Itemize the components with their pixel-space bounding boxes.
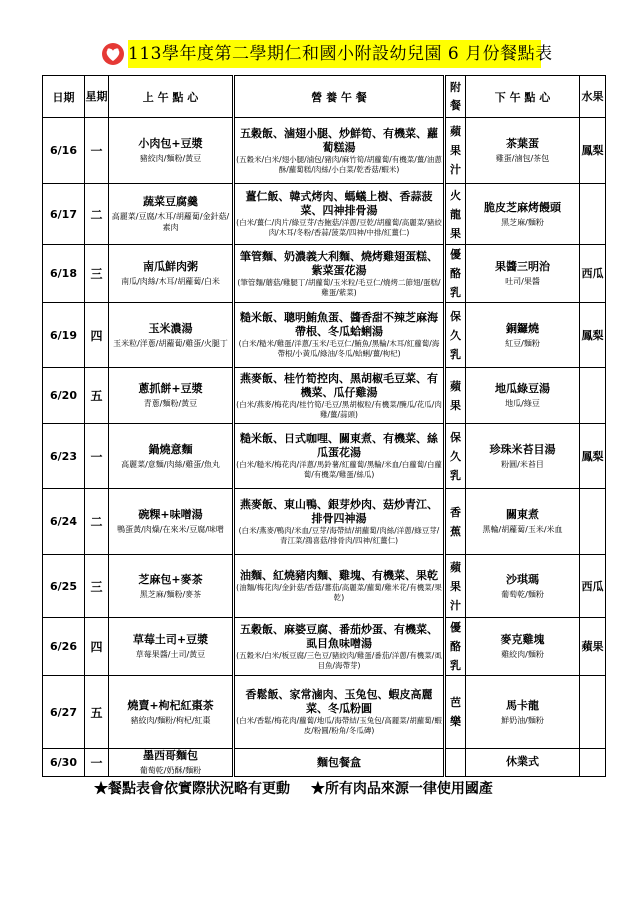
row-am-snack bbox=[109, 424, 234, 489]
row-pm-snack bbox=[466, 749, 580, 777]
row-date: 6/16 bbox=[43, 118, 85, 184]
row-am-snack bbox=[109, 676, 234, 749]
row-fruit bbox=[580, 676, 606, 749]
row-pm-snack bbox=[466, 424, 580, 489]
header-lunch: 營 養 午 餐 bbox=[234, 76, 445, 118]
row-am-snack bbox=[109, 618, 234, 676]
row-drink: 芭樂 bbox=[445, 676, 466, 749]
lunch-title: 糙米飯、聰明鮪魚蛋、醬香甜不辣芝麻海帶根、冬瓜蛤蜊湯 bbox=[240, 311, 438, 338]
row-weekday: 四 bbox=[85, 618, 109, 676]
row-date: 6/25 bbox=[43, 555, 85, 618]
row-date: 6/23 bbox=[43, 424, 85, 489]
row-lunch bbox=[234, 424, 445, 489]
menu-row bbox=[43, 618, 606, 676]
row-fruit bbox=[580, 489, 606, 555]
menu-row bbox=[43, 184, 606, 245]
pm-snack-ingredients: 粉圓/米苔目 bbox=[501, 459, 544, 469]
row-am-snack bbox=[109, 555, 234, 618]
row-drink: 蘋果 bbox=[445, 368, 466, 424]
pm-snack-title: 馬卡龍 bbox=[506, 698, 539, 712]
header-date: 日期 bbox=[43, 76, 85, 118]
row-weekday: 五 bbox=[85, 368, 109, 424]
row-am-snack bbox=[109, 489, 234, 555]
row-weekday: 三 bbox=[85, 245, 109, 303]
footer-note-2: ★所有肉品來源一律使用國產 bbox=[310, 781, 493, 797]
header-fruit: 水果 bbox=[580, 76, 606, 118]
row-weekday: 一 bbox=[85, 118, 109, 184]
menu-row bbox=[43, 368, 606, 424]
row-am-snack bbox=[109, 118, 234, 184]
row-weekday: 三 bbox=[85, 555, 109, 618]
lunch-ingredients: (白米/燕麥/鴨肉/米血/豆芽/海帶結/胡蘿蔔/肉絲/洋蔥/綠豆芽/青江菜/鴻喜菇/排骨肉/四神/紅薑仁) bbox=[238, 525, 440, 545]
lunch-title: 五穀飯、麻婆豆腐、番茄炒蛋、有機菜、虱目魚味噌湯 bbox=[240, 622, 438, 650]
row-fruit: 鳳梨 bbox=[580, 118, 606, 184]
row-fruit bbox=[580, 368, 606, 424]
pm-snack-title: 沙琪瑪 bbox=[506, 572, 539, 586]
page-title: 113學年度第二學期仁和國小附設幼兒園 6 月份餐點表 bbox=[128, 40, 541, 68]
row-fruit bbox=[580, 749, 606, 777]
row-date: 6/27 bbox=[43, 676, 85, 749]
row-drink: 火龍果 bbox=[445, 184, 466, 245]
lunch-ingredients: (五穀米/白米/翅小腿/滷包/豬肉/麻竹筍/胡蘿蔔/有機菜/薑/油蔥酥/蘿蔔糕/肉絲/小白菜/乾香菇/蝦米) bbox=[236, 154, 442, 174]
row-drink: 蘋果汁 bbox=[445, 118, 466, 184]
row-lunch bbox=[234, 618, 445, 676]
row-fruit: 西瓜 bbox=[580, 245, 606, 303]
lunch-title: 燕麥飯、東山鴨、銀芽炒肉、菇炒青江、排骨四神湯 bbox=[240, 497, 438, 525]
meal-table bbox=[42, 75, 606, 777]
row-drink: 保久乳 bbox=[445, 303, 466, 368]
row-am-snack bbox=[109, 368, 234, 424]
row-am-snack bbox=[109, 245, 234, 303]
row-weekday: 一 bbox=[85, 749, 109, 777]
row-fruit: 鳳梨 bbox=[580, 424, 606, 489]
am-snack-title: 南瓜鮮肉粥 bbox=[143, 260, 198, 273]
am-snack-ingredients: 草莓果醬/土司/黃豆 bbox=[135, 650, 206, 659]
pm-snack-title: 茶葉蛋 bbox=[506, 137, 539, 150]
row-pm-snack bbox=[466, 245, 580, 303]
lunch-ingredients: (白米/薑仁/肉片/綠豆芽/杏鮑菇/洋蔥/豆乾/胡蘿蔔/高麗菜/豬絞肉/木耳/冬粉/香蒜/菠菜/四神/中排/紅薑仁) bbox=[236, 218, 442, 237]
row-am-snack bbox=[109, 749, 234, 777]
row-weekday: 五 bbox=[85, 676, 109, 749]
pm-snack-ingredients: 葡萄乾/麵粉 bbox=[501, 589, 544, 599]
lunch-title: 糙米飯、日式咖哩、關東煮、有機菜、絲瓜蛋花湯 bbox=[240, 432, 438, 459]
row-weekday: 二 bbox=[85, 489, 109, 555]
row-am-snack bbox=[109, 303, 234, 368]
row-date: 6/17 bbox=[43, 184, 85, 245]
pm-snack-ingredients: 黑芝麻/麵粉 bbox=[501, 217, 544, 227]
am-snack-title: 蔥抓餅+豆漿 bbox=[138, 382, 203, 395]
row-lunch bbox=[234, 555, 445, 618]
row-lunch bbox=[234, 118, 445, 184]
lunch-ingredients: (白米/燕麥/梅花肉/桂竹筍/毛豆/黑胡椒粒/有機菜/醃瓜/花瓜/肉雞/薑/蒜頭) bbox=[236, 399, 442, 419]
menu-row bbox=[43, 749, 606, 777]
pm-snack-ingredients: 地瓜/綠豆 bbox=[505, 399, 540, 408]
am-snack-ingredients: 葡萄乾/奶酥/麵粉 bbox=[139, 766, 202, 775]
row-fruit: 西瓜 bbox=[580, 555, 606, 618]
am-snack-title: 墨西哥麵包 bbox=[143, 749, 198, 762]
row-lunch bbox=[234, 749, 445, 777]
row-pm-snack bbox=[466, 618, 580, 676]
footer-note-1: ★餐點表會依實際狀況略有更動 bbox=[94, 781, 290, 797]
row-pm-snack bbox=[466, 303, 580, 368]
row-drink bbox=[445, 749, 466, 777]
row-pm-snack bbox=[466, 118, 580, 184]
am-snack-ingredients: 南瓜/肉絲/木耳/胡蘿蔔/白米 bbox=[121, 277, 220, 286]
lunch-title: 香鬆飯、家常滷肉、玉兔包、蝦皮高麗菜、冬瓜粉圓 bbox=[245, 688, 433, 715]
lunch-ingredients: (五穀米/白米/板豆腐/三色豆/豬絞肉/雞蛋/番茄/洋蔥/有機菜/虱目魚/海帶芽) bbox=[236, 650, 442, 670]
header-am-snack: 上 午 點 心 bbox=[109, 76, 234, 118]
lunch-title: 五穀飯、滷翅小腿、炒鮮筍、有機菜、蘿蔔糕湯 bbox=[240, 126, 438, 154]
row-fruit bbox=[580, 184, 606, 245]
am-snack-title: 鍋燒意麵 bbox=[148, 442, 193, 456]
lunch-ingredients: (白米/糙米/雞蛋/洋蔥/玉米/毛豆仁/鮪魚/黑輪/木耳/紅蘿蔔/海帶根/小黃瓜/綠油/冬瓜/蛤蜊/薑/枸杞) bbox=[238, 339, 440, 358]
footer-notes bbox=[94, 778, 509, 798]
menu-row bbox=[43, 424, 606, 489]
pm-snack-title: 銅鑼燒 bbox=[506, 321, 539, 335]
am-snack-title: 芝麻包+麥茶 bbox=[138, 572, 203, 586]
row-lunch bbox=[234, 489, 445, 555]
pm-snack-ingredients: 雞絞肉/麵粉 bbox=[501, 650, 544, 659]
am-snack-ingredients: 高麗菜/意麵/肉絲/雞蛋/魚丸 bbox=[121, 459, 220, 469]
row-pm-snack bbox=[466, 184, 580, 245]
row-pm-snack bbox=[466, 368, 580, 424]
pm-snack-ingredients: 吐司/果醬 bbox=[505, 277, 540, 286]
pm-snack-ingredients: 鮮奶油/麵粉 bbox=[501, 715, 544, 725]
menu-body bbox=[43, 118, 606, 777]
row-pm-snack bbox=[466, 676, 580, 749]
row-fruit: 蘋果 bbox=[580, 618, 606, 676]
am-snack-title: 燒賣+枸杞紅棗茶 bbox=[127, 698, 214, 712]
row-date: 6/24 bbox=[43, 489, 85, 555]
row-date: 6/20 bbox=[43, 368, 85, 424]
header-drink: 附餐 bbox=[445, 76, 466, 118]
pm-snack-ingredients: 黑輪/胡蘿蔔/玉米/米血 bbox=[482, 525, 563, 534]
row-lunch bbox=[234, 676, 445, 749]
row-lunch bbox=[234, 245, 445, 303]
am-snack-ingredients: 玉米粒/洋蔥/胡蘿蔔/雞蛋/火腿丁 bbox=[113, 338, 228, 348]
am-snack-title: 碗粿+味噌湯 bbox=[138, 508, 203, 521]
pm-snack-title: 關東煮 bbox=[506, 508, 539, 521]
row-weekday: 二 bbox=[85, 184, 109, 245]
pm-snack-title: 休業式 bbox=[506, 754, 539, 768]
am-snack-title: 蔬菜豆腐羹 bbox=[143, 195, 198, 208]
menu-row bbox=[43, 118, 606, 184]
school-logo bbox=[100, 42, 126, 68]
row-pm-snack bbox=[466, 489, 580, 555]
lunch-ingredients: (筆管麵/蘑菇/雞腿丁/胡蘿蔔/玉米粒/毛豆仁/燒烤二節翅/蛋糕/雞蛋/紫菜) bbox=[237, 277, 441, 297]
header-weekday: 星期 bbox=[85, 76, 109, 118]
header-pm-snack: 下 午 點 心 bbox=[466, 76, 580, 118]
row-date: 6/30 bbox=[43, 749, 85, 777]
lunch-title: 油麵、紅燒豬肉麵、雞塊、有機菜、果乾 bbox=[240, 569, 438, 582]
row-date: 6/26 bbox=[43, 618, 85, 676]
am-snack-ingredients: 黑芝麻/麵粉/麥茶 bbox=[139, 589, 202, 599]
menu-row bbox=[43, 489, 606, 555]
lunch-ingredients: (白米/糙米/梅花肉/洋蔥/馬鈴薯/紅蘿蔔/黑輪/米血/白蘿蔔/白蘿蔔/有機菜/雞蛋/絲瓜) bbox=[236, 460, 442, 479]
pm-snack-title: 地瓜綠豆湯 bbox=[495, 382, 550, 395]
row-drink: 優酪乳 bbox=[445, 245, 466, 303]
menu-row bbox=[43, 676, 606, 749]
row-pm-snack bbox=[466, 555, 580, 618]
am-snack-ingredients: 鴨蛋黃/肉燥/在來米/豆腐/味噌 bbox=[117, 525, 224, 534]
row-fruit: 鳳梨 bbox=[580, 303, 606, 368]
menu-row bbox=[43, 555, 606, 618]
row-am-snack bbox=[109, 184, 234, 245]
am-snack-title: 玉米濃湯 bbox=[148, 321, 193, 335]
am-snack-title: 草莓土司+豆漿 bbox=[132, 633, 209, 646]
menu-row bbox=[43, 303, 606, 368]
pm-snack-ingredients: 雞蛋/滷包/茶包 bbox=[495, 154, 550, 163]
lunch-ingredients: (白米/香鬆/梅花肉/蘿蔔/地瓜/海帶結/玉兔包/高麗菜/胡蘿蔔/蝦皮/粉圓/粉角/冬瓜磚) bbox=[236, 716, 442, 735]
pm-snack-ingredients: 紅豆/麵粉 bbox=[505, 338, 540, 348]
row-drink: 保久乳 bbox=[445, 424, 466, 489]
row-date: 6/19 bbox=[43, 303, 85, 368]
lunch-title: 筆管麵、奶濃義大利麵、燒烤雞翅蛋糕、紫菜蛋花湯 bbox=[240, 249, 438, 277]
pm-snack-title: 麥克雞塊 bbox=[500, 633, 545, 646]
pm-snack-title: 脆皮芝麻烤饅頭 bbox=[484, 200, 561, 214]
row-date: 6/18 bbox=[43, 245, 85, 303]
row-lunch bbox=[234, 368, 445, 424]
am-snack-ingredients: 豬絞肉/麵粉/枸杞/紅棗 bbox=[130, 715, 211, 725]
lunch-title: 麵包餐盒 bbox=[317, 755, 361, 769]
menu-row bbox=[43, 245, 606, 303]
lunch-title: 燕麥飯、桂竹筍控肉、黑胡椒毛豆菜、有機菜、瓜仔雞湯 bbox=[240, 371, 438, 399]
row-drink: 蘋果汁 bbox=[445, 555, 466, 618]
am-snack-ingredients: 高麗菜/豆腐/木耳/胡蘿蔔/金針菇/素肉 bbox=[111, 212, 230, 232]
lunch-ingredients: (油麵/梅花肉/金針菇/香菇/蕃茄/高麗菜/蘿蔔/雞米花/有機菜/果乾) bbox=[236, 583, 442, 602]
row-lunch bbox=[234, 184, 445, 245]
row-drink: 香蕉 bbox=[445, 489, 466, 555]
pm-snack-title: 珍珠米苔目湯 bbox=[489, 442, 556, 456]
row-weekday: 一 bbox=[85, 424, 109, 489]
row-weekday: 四 bbox=[85, 303, 109, 368]
am-snack-title: 小肉包+豆漿 bbox=[138, 137, 203, 150]
row-lunch bbox=[234, 303, 445, 368]
pm-snack-title: 果醬三明治 bbox=[495, 260, 550, 273]
am-snack-ingredients: 豬絞肉/麵粉/黃豆 bbox=[139, 154, 202, 163]
row-drink: 優酪乳 bbox=[445, 618, 466, 676]
lunch-title: 薑仁飯、韓式烤肉、螞蟻上樹、香蒜菠菜、四神排骨湯 bbox=[245, 190, 433, 217]
am-snack-ingredients: 青蔥/麵粉/黃豆 bbox=[143, 399, 198, 408]
